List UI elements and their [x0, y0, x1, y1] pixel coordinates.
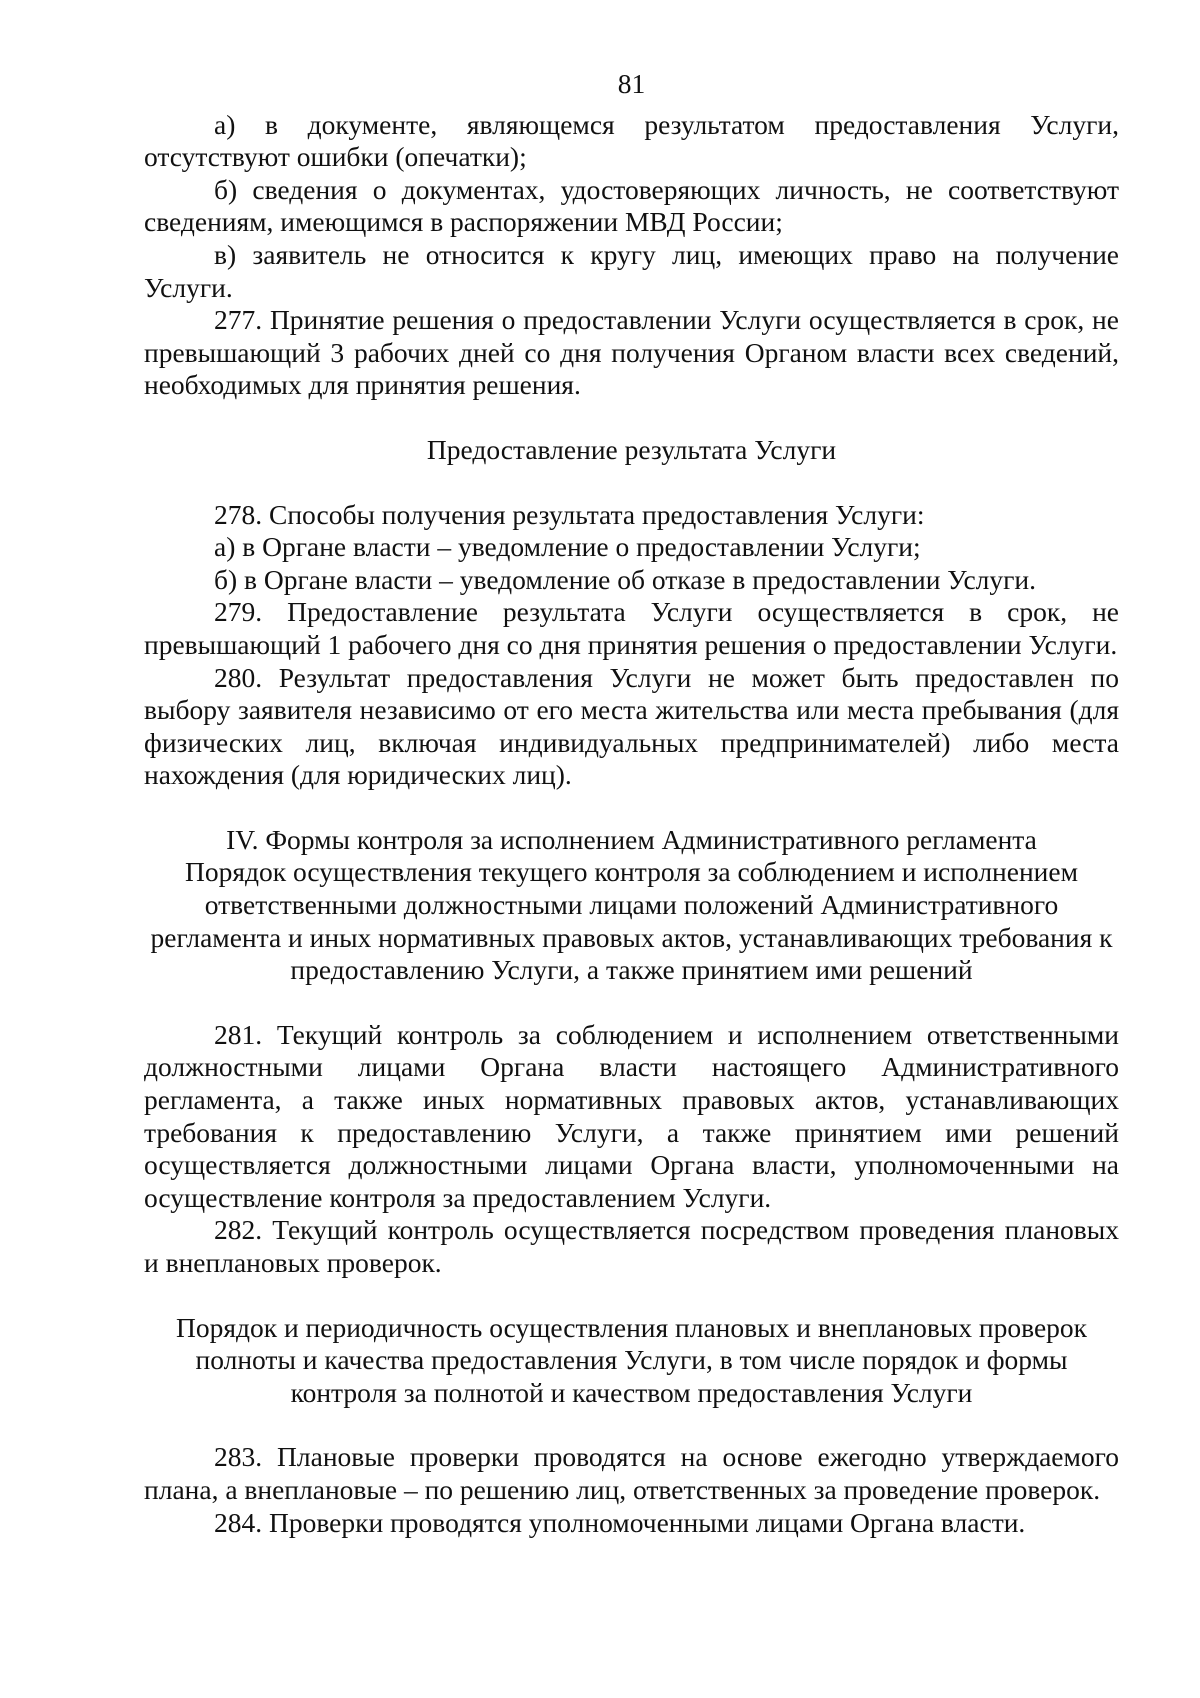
chapter-heading-control: IV. Формы контроля за исполнением Административного регламента: [226, 823, 1037, 855]
document-page: [144, 68, 1119, 1539]
paragraph-276-b: б) сведения о документах, удостоверяющих личность, не соответствуют сведениям, имеющимся в распоряжении МВД России;: [144, 173, 1119, 238]
paragraph-278: 278. Способы получения результата предоставления Услуги:: [214, 498, 925, 530]
section-heading-inspections: Порядок и периодичность осуществления плановых и внеплановых проверок полноты и качества предоставления Услуги, в том числе порядок и формы контроля за полнотой и качеством предоставления Услуги: [175, 1311, 1088, 1408]
paragraph-284: 284. Проверки проводятся уполномоченными лицами Органа власти.: [214, 1506, 1026, 1538]
paragraph-276-c: в) заявитель не относится к кругу лиц, имеющих право на получение Услуги.: [144, 238, 1119, 303]
page-number: 81: [617, 68, 646, 99]
section-heading-current-control: Порядок осуществления текущего контроля за соблюдением и исполнением ответственными должностными лицами положений Административного регламента и иных нормативных правовых актов, устанавливающих требования к предоставлению Услуги, а также принятием ими решений: [150, 856, 1113, 986]
paragraph-280: 280. Результат предоставления Услуги не может быть предоставлен по выбору заявителя независимо от его места жительства или места пребывания (для физических лиц, включая индивидуальных предпринимателей) либо места нахождения (для юридических лиц).: [144, 661, 1119, 791]
paragraph-279: 279. Предоставление результата Услуги осуществляется в срок, не превышающий 1 рабочего дня со дня принятия решения о предоставлении Услуги.: [144, 596, 1119, 660]
paragraph-278-a: а) в Органе власти – уведомление о предоставлении Услуги;: [214, 531, 921, 563]
paragraph-278-b: б) в Органе власти – уведомление об отказе в предоставлении Услуги.: [214, 563, 1037, 595]
paragraph-281: 281. Текущий контроль за соблюдением и исполнением ответственными должностными лицами Органа власти настоящего Административного регламента, а также иных нормативных правовых актов, устанавливающих требования к предоставлению Услуги, а также принятием ими решений осуществляется должностными лицами Органа власти, уполномоченными на осуществление контроля за предоставлением Услуги.: [144, 1018, 1119, 1213]
paragraph-276-a: а) в документе, являющемся результатом предоставления Услуги, отсутствуют ошибки (опечатки);: [144, 108, 1119, 173]
section-heading-result: Предоставление результата Услуги: [426, 433, 837, 465]
paragraph-282: 282. Текущий контроль осуществляется посредством проведения плановых и внеплановых проверок.: [144, 1214, 1119, 1278]
paragraph-283: 283. Плановые проверки проводятся на основе ежегодно утверждаемого плана, а внеплановые – по решению лиц, ответственных за проведение проверок.: [144, 1441, 1119, 1505]
paragraph-277: 277. Принятие решения о предоставлении Услуги осуществляется в срок, не превышающий 3 рабочих дней со дня получения Органом власти всех сведений, необходимых для принятия решения.: [144, 304, 1119, 401]
